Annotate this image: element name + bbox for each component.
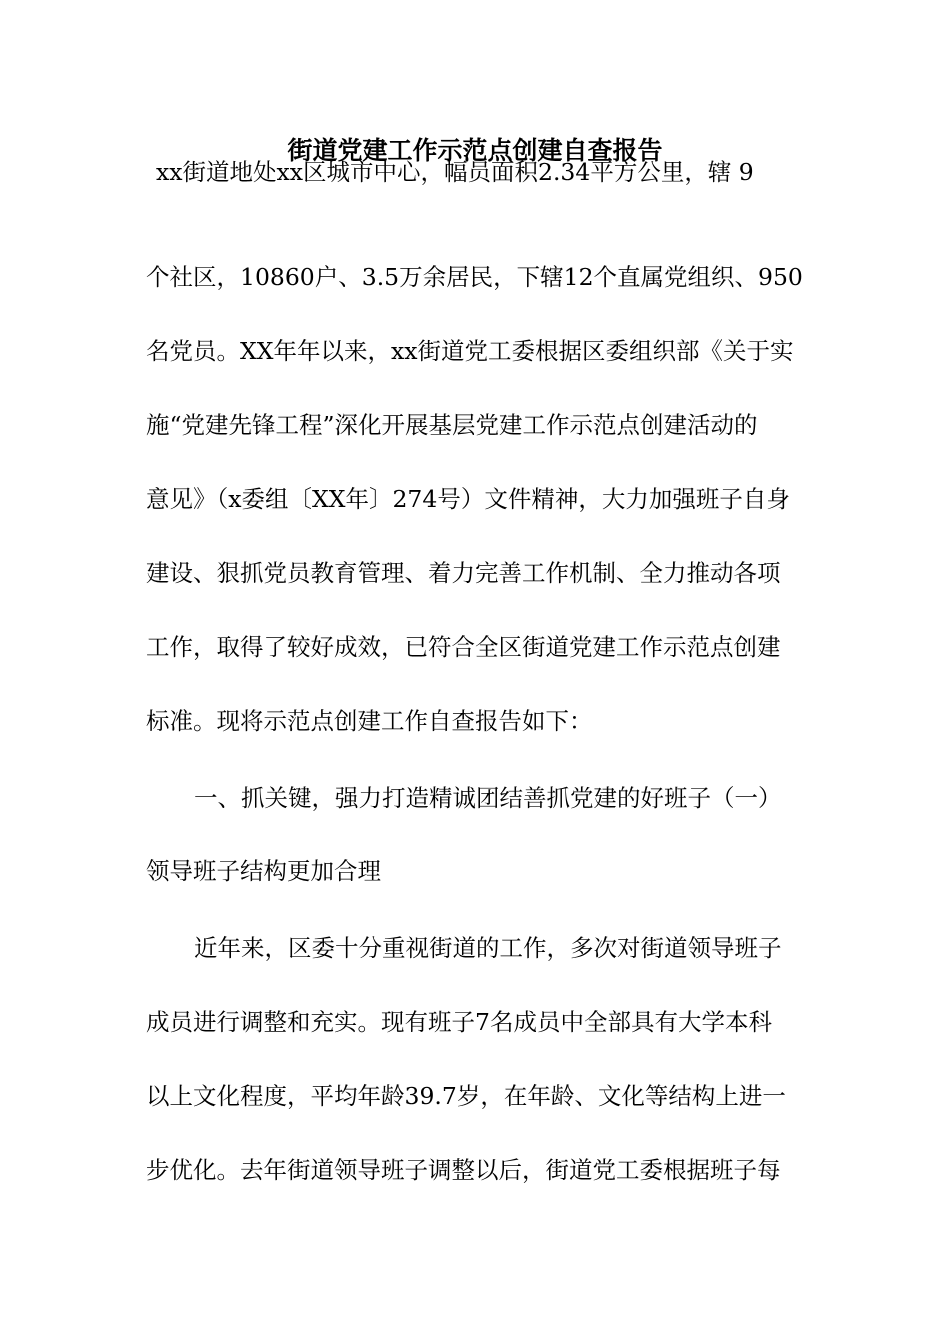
body-line: 近年来，区委十分重视街道的工作，多次对街道领导班子 — [194, 934, 782, 962]
section-heading-line: 领导班子结构更加合理 — [146, 857, 381, 885]
body-line: 名党员。XX年年以来，xx街道党工委根据区委组织部《关于实 — [146, 337, 794, 365]
body-line: 以上文化程度，平均年龄39.7岁，在年龄、文化等结构上进一 — [146, 1082, 786, 1110]
body-line: 标准。现将示范点创建工作自查报告如下： — [146, 707, 593, 735]
body-line: 步优化。去年街道领导班子调整以后，街道党工委根据班子每 — [146, 1156, 781, 1184]
body-line: xx街道地处xx区城市中心，幅员面积2.34平方公里，辖 9 — [156, 158, 754, 186]
body-line: 施“党建先锋工程”深化开展基层党建工作示范点创建活动的 — [146, 411, 758, 439]
document-title: 街道党建工作示范点创建自查报告 — [287, 136, 663, 165]
section-heading-line: 一、抓关键，强力打造精诚团结善抓党建的好班子（一） — [194, 784, 782, 812]
body-line: 成员进行调整和充实。现有班子7名成员中全部具有大学本科 — [146, 1008, 772, 1036]
body-line: 个社区，10860户、3.5万余居民，下辖12个直属党组织、950 — [146, 263, 803, 291]
body-line: 工作，取得了较好成效，已符合全区街道党建工作示范点创建 — [146, 633, 781, 661]
body-line: 意见》（x委组〔XX年〕274号）文件精神，大力加强班子自身 — [146, 485, 790, 513]
body-line: 建设、狠抓党员教育管理、着力完善工作机制、全力推动各项 — [146, 559, 781, 587]
